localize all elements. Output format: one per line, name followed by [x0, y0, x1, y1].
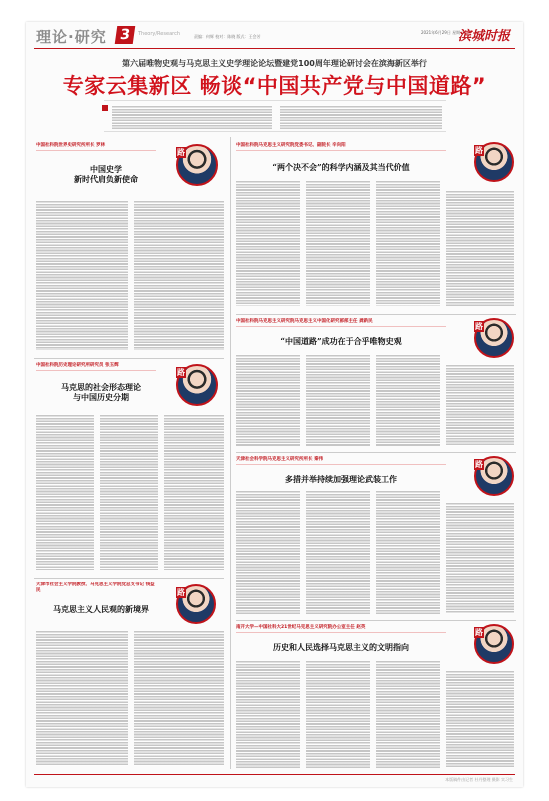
article-block — [236, 624, 516, 770]
article-text — [134, 200, 224, 350]
article-block — [236, 456, 516, 616]
headline-kicker: 第六届唯物史观与马克思主义史学理论论坛暨建党100周年理论研讨会在滨海新区举行 — [122, 59, 427, 68]
article-text — [446, 364, 514, 446]
article-title: “中国道路”成功在于合乎唯物史观 — [280, 336, 402, 346]
article-text — [376, 490, 440, 614]
article-text — [36, 414, 94, 570]
page-number: 3 — [115, 26, 136, 44]
newspaper-logo: 滨城时报 — [458, 29, 511, 44]
article-text — [134, 630, 224, 766]
masthead-rule — [34, 48, 515, 49]
article-title — [36, 382, 166, 402]
article-author: 中国社科院世界史研究所所长 罗林 — [36, 142, 156, 151]
article-text — [446, 190, 514, 306]
row-divider-left-1 — [34, 358, 224, 359]
article-text — [376, 660, 440, 768]
article-author: 中国社科院马克思主义研究院马克思主义中国化研究部部主任 龚新民 — [236, 318, 446, 327]
article-title — [56, 164, 156, 184]
author-photo — [474, 456, 514, 496]
newspaper-page — [26, 22, 523, 787]
article-title-line: 马克思的社会形态理论 — [61, 382, 141, 392]
issue-date: 2021年6月29日 星期二 — [421, 30, 465, 35]
article-text — [446, 502, 514, 614]
article-title: 马克思主义人民观的新境界 — [53, 604, 149, 614]
author-photo — [474, 318, 514, 358]
article-text — [306, 354, 370, 446]
article-text — [236, 180, 300, 306]
author-photo — [176, 584, 216, 624]
page-headline: 专家云集新区 畅谈“中国共产党与中国道路” — [62, 74, 487, 98]
article-text — [164, 414, 224, 570]
author-photo — [474, 142, 514, 182]
article-title: 多措并举持续加强理论武装工作 — [285, 474, 397, 484]
article-text — [306, 660, 370, 768]
lead-text-right — [280, 105, 442, 129]
row-divider-left-2 — [34, 578, 224, 579]
article-text — [376, 354, 440, 446]
lead-marker-icon — [102, 105, 108, 111]
article-text — [100, 414, 158, 570]
article-block — [236, 318, 516, 448]
article-text — [36, 200, 128, 350]
article-text — [376, 180, 440, 306]
article-text — [446, 670, 514, 768]
article-author: 中国社科院马克思主义研究院党委书记、副院长 辛向阳 — [236, 142, 446, 151]
section-english: Theory/Research — [138, 31, 180, 37]
article-text — [236, 660, 300, 768]
article-title: “两个决不会”的科学内涵及其当代价值 — [272, 162, 410, 172]
article-title-line: 新时代肩负新使命 — [74, 174, 138, 184]
author-photo — [176, 144, 218, 186]
lead-paragraph — [104, 100, 446, 132]
article-title: 历史和人民选择马克思主义的文明指向 — [273, 642, 409, 652]
article-block — [236, 142, 516, 310]
article-text — [306, 490, 370, 614]
footer-note: 本版稿件由记者 杜丹整理 摄影 实习生 — [445, 777, 513, 782]
article-author: 南开大学—中国社科大21世纪马克思主义研究院办公室主任 赵英 — [236, 624, 446, 633]
column-divider — [230, 137, 231, 769]
article-block — [36, 362, 226, 574]
article-text — [236, 354, 300, 446]
lead-text-left — [112, 105, 272, 129]
article-title-line: 中国史学 — [90, 164, 122, 174]
article-text — [306, 180, 370, 306]
row-divider-right-1 — [236, 314, 516, 315]
author-photo — [176, 364, 218, 406]
masthead — [26, 22, 523, 52]
article-text — [36, 630, 128, 766]
editors-line: 责编：何辉 校对：陈晓 版式：王会芳 — [194, 34, 261, 39]
article-author: 天津社会科学院马克思主义研究所所长 秦伟 — [236, 456, 446, 465]
article-author: 中国社科院历史理论研究所研究员 张玉辉 — [36, 362, 156, 371]
article-title-line: 与中国历史分期 — [73, 392, 129, 402]
footer-rule — [34, 774, 515, 775]
author-photo — [474, 624, 514, 664]
article-block — [36, 582, 226, 770]
row-divider-right-2 — [236, 452, 516, 453]
section-name: 理论·研究 — [36, 28, 107, 46]
article-block — [36, 142, 226, 354]
row-divider-right-3 — [236, 620, 516, 621]
article-author: 天津市社会主义学院教授、马克思主义学院党总支书记 钱益民 — [36, 582, 155, 593]
article-text — [236, 490, 300, 614]
